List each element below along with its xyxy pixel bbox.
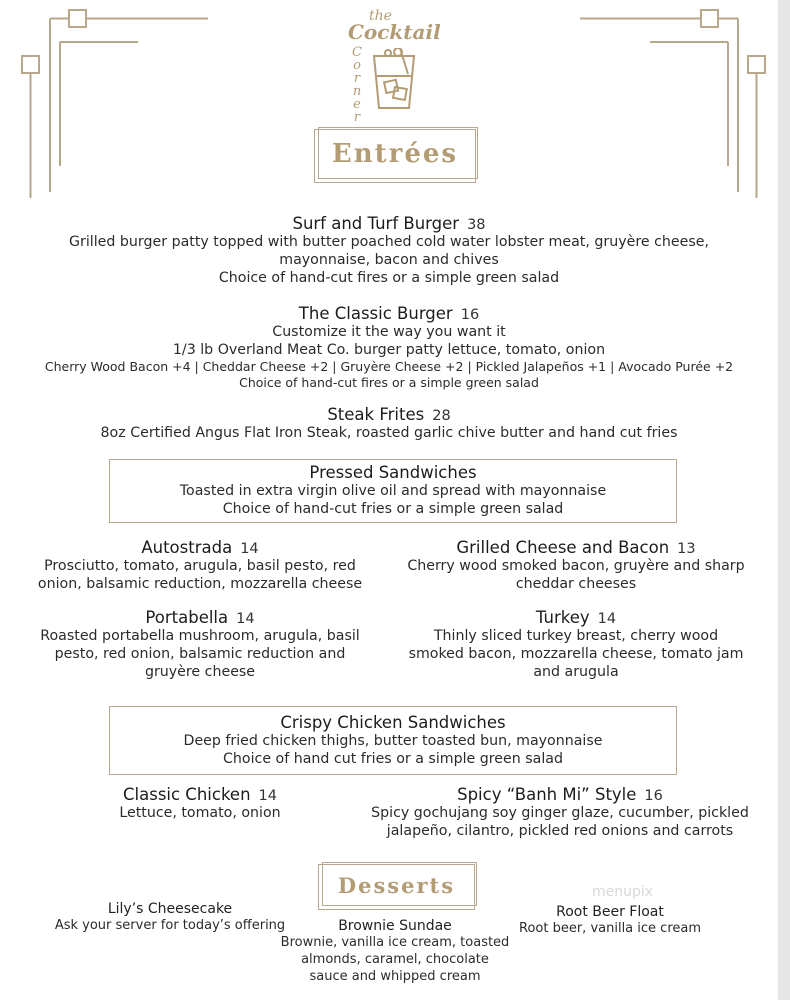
item-name: Root Beer Float [556, 904, 664, 920]
desserts-title: Desserts [337, 873, 456, 898]
section-title: Pressed Sandwiches [309, 463, 477, 482]
corner-ornament-left [18, 6, 218, 198]
item-description: cheddar cheeses [515, 576, 637, 592]
item-description: Brownie, vanilla ice cream, toasted [280, 935, 510, 950]
menu-item [30, 538, 370, 593]
dessert-item [275, 918, 515, 985]
menu-item [398, 538, 754, 593]
menu-item [30, 608, 370, 681]
menu-item [0, 214, 778, 287]
item-description: Thinly sliced turkey breast, cherry wood [433, 628, 719, 644]
item-description: pesto, red onion, balsamic reduction and [54, 646, 346, 662]
menu-item [0, 304, 778, 391]
item-price: 16 [460, 307, 480, 323]
item-name: Portabella [145, 608, 229, 627]
section-description: Choice of hand cut fries or a simple green salad [223, 751, 563, 767]
item-description: Prosciutto, tomato, arugula, basil pesto, red [44, 558, 356, 574]
watermark: menupix [592, 884, 654, 900]
item-name: Spicy “Banh Mi” Style [457, 785, 637, 804]
item-description: mayonnaise, bacon and chives [279, 252, 499, 268]
item-price: 13 [677, 541, 696, 557]
item-description: 1/3 lb Overland Meat Co. burger patty lettuce, tomato, onion [172, 342, 606, 358]
item-description: Cherry wood smoked bacon, gruyère and sharp [407, 558, 745, 574]
item-price: 38 [467, 217, 486, 233]
item-price: 14 [258, 788, 277, 804]
item-description: Grilled burger patty topped with butter poached cold water lobster meat, gruyère cheese, [69, 234, 709, 250]
menu-item [0, 405, 778, 442]
menu-item [30, 785, 370, 822]
desserts-title-box [318, 864, 475, 910]
item-description: sauce and whipped cream [309, 969, 481, 984]
entrees-title-box [314, 129, 476, 183]
item-name: Autostrada [141, 538, 233, 557]
pressed-sandwiches-box [109, 459, 677, 523]
item-name: Steak Frites [327, 405, 425, 424]
section-description: Choice of hand-cut fries or a simple green salad [222, 501, 564, 517]
item-name: Brownie Sundae [338, 918, 452, 934]
item-description: Choice of hand-cut fires or a simple green salad [218, 270, 560, 286]
item-description: smoked bacon, mozzarella cheese, tomato jam [408, 646, 744, 662]
item-description: onion, balsamic reduction, mozzarella cheese [37, 576, 363, 592]
item-price: 28 [432, 408, 451, 424]
item-price: 14 [236, 611, 255, 627]
item-description: Spicy gochujang soy ginger glaze, cucumber, pickled [371, 805, 749, 821]
entrees-title: Entrées [331, 139, 459, 169]
item-description: and arugula [533, 664, 619, 680]
item-name: The Classic Burger [298, 304, 453, 323]
item-description: Choice of hand-cut fires or a simple green salad [239, 375, 539, 390]
item-name: Surf and Turf Burger [292, 214, 460, 233]
item-name: Classic Chicken [123, 785, 251, 804]
item-description: Customize it the way you want it [272, 324, 506, 340]
item-description: Roasted portabella mushroom, arugula, basil [40, 628, 360, 644]
crispy-chicken-box [109, 706, 677, 775]
item-description: Ask your server for today’s offering [54, 918, 286, 933]
item-price: 16 [644, 788, 663, 804]
menu-item [398, 608, 754, 681]
item-price: 14 [240, 541, 259, 557]
item-description: Root beer, vanilla ice cream [519, 921, 701, 936]
item-description: Lettuce, tomato, onion [119, 805, 281, 821]
item-name: Lily’s Cheesecake [107, 901, 233, 917]
corner-ornament-right [570, 6, 770, 198]
item-description: 8oz Certified Angus Flat Iron Steak, roasted garlic chive butter and hand cut fries [100, 425, 678, 441]
item-description: gruyère cheese [144, 664, 256, 680]
section-description: Deep fried chicken thighs, butter toasted bun, mayonnaise [183, 733, 603, 749]
section-description: Toasted in extra virgin olive oil and spread with mayonnaise [179, 483, 607, 499]
dessert-item [50, 901, 290, 934]
item-description: almonds, caramel, chocolate [301, 952, 489, 967]
menu-item [370, 785, 750, 840]
section-title: Crispy Chicken Sandwiches [280, 713, 506, 732]
page-edge [778, 0, 790, 1000]
item-description: jalapeño, cilantro, pickled red onions and carrots [386, 823, 734, 839]
dessert-item [490, 904, 730, 937]
item-name: Grilled Cheese and Bacon [456, 538, 670, 557]
item-price: 14 [597, 611, 617, 627]
logo: the Cocktail C o r n e r [342, 6, 452, 118]
item-addons: Cherry Wood Bacon +4 | Cheddar Cheese +2 | Gruyère Cheese +2 | Pickled Jalapeños +1 | Avocado Purée +2 [44, 359, 734, 374]
item-name: Turkey [535, 608, 590, 627]
